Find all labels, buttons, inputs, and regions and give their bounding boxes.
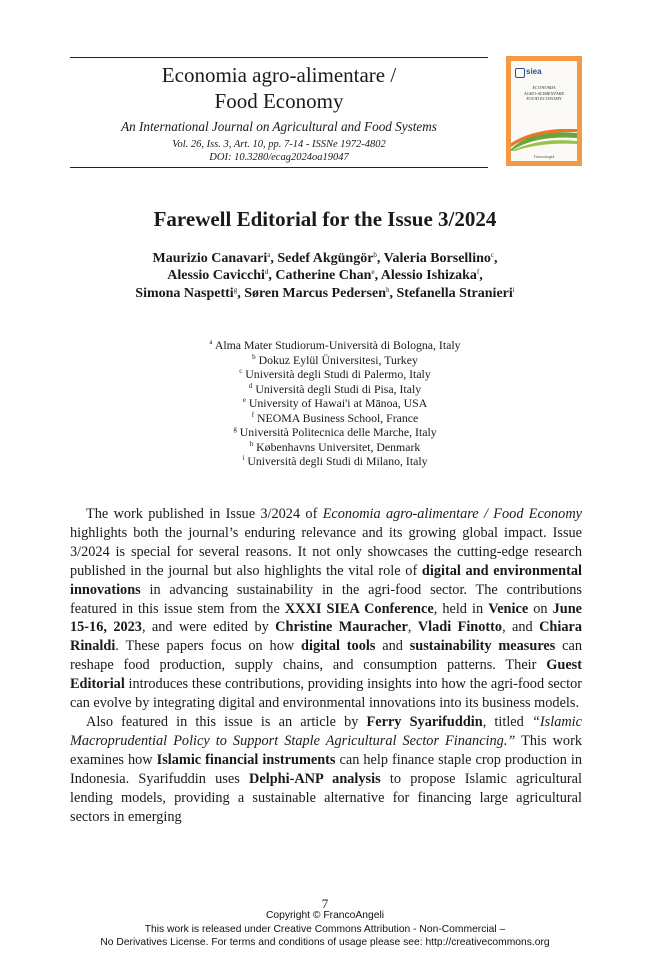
journal-doi: DOI: 10.3280/ecag2024oa19047	[209, 152, 349, 163]
author-affiliation-mark: e	[371, 268, 375, 277]
affiliation-item: $^h$ Københavns Universitet, Denmark	[249, 439, 421, 454]
cover-wave-graphic	[511, 129, 577, 151]
bold-phrase: June 15-16, 2023	[70, 600, 582, 636]
affiliation-item: $^d$ Università degli Studi di Pisa, Italy	[248, 381, 422, 396]
cover-publisher: FrancoAngeli	[533, 155, 555, 159]
italic-phrase: “Islamic Macroprudential Policy to Support Staple Agricultural Sector Financing.”	[70, 713, 582, 749]
affiliation-mark: b	[252, 352, 256, 361]
bold-phrase: Islamic financial instruments	[156, 751, 336, 768]
license-line: This work is released under Creative Commons Attribution - Non-Commercial –	[144, 923, 506, 935]
author-affiliation-mark: i	[512, 285, 515, 294]
bold-phrase: Chiara Rinaldi	[70, 619, 583, 655]
journal-cover-image	[506, 56, 582, 166]
affiliation-item: $^a$ Alma Mater Studiorum-Università di Bologna, Italy	[209, 338, 461, 352]
bold-phrase: Guest Editorial	[70, 657, 582, 693]
bold-phrase: Christine Mauracher	[275, 619, 408, 636]
affiliation-list	[100, 338, 570, 469]
cover-logo-text: siea	[526, 67, 542, 76]
affiliation-mark: h	[249, 439, 254, 448]
affiliation-item: $^i$ Università degli Studi di Milano, Italy	[242, 454, 428, 468]
affiliation-item: $^e$ University of Hawai'i at Mānoa, USA	[242, 396, 428, 410]
author-affiliation-mark: d	[264, 268, 269, 277]
author-name: Alessio Ishizaka	[380, 268, 477, 284]
italic-phrase: Economia agro-alimentare / Food Economy	[322, 506, 582, 522]
affiliation-item: $^c$ Università degli Studi di Palermo, Italy	[239, 367, 431, 381]
author-name: Alessio Cavicchi	[167, 268, 265, 284]
affiliation-item: $^f$ NEOMA Business School, France	[251, 410, 419, 425]
author-name: Søren Marcus Pedersen	[244, 285, 386, 301]
author-name: Catherine Chan	[275, 268, 372, 284]
bold-phrase: sustainability measures	[409, 638, 556, 655]
cover-title-line: FOOD ECONOMY	[526, 96, 562, 101]
affiliation-mark: a	[209, 338, 213, 346]
author-affiliation-mark: c	[490, 251, 494, 259]
header-bottom-rule	[70, 167, 488, 168]
siea-logo-icon	[515, 68, 525, 78]
cover-title-line: AGRO-ALIMENTARE	[523, 90, 565, 96]
header-top-rule	[70, 57, 488, 58]
affiliation-mark: g	[233, 425, 237, 433]
body-paragraph: The work published in Issue 3/2024 of Economia agro-alimentare / Food Economy highlights both the journal’s enduring relevance and its growing global impact. Issue 3/2024 is special for several reasons. It not only showcases the cutting-edge research published in the journal but also highlights the vital role of digital and environmental innovations in advancing sustainability in the agri-food sector. The contributions featured in this issue stem from the XXXI SIEA Conference, held in Venice on June 15-16, 2023, and were edited by Christine Mauracher, Vladi Finotto, and Chiara Rinaldi. These papers focus on how digital tools and sustainability measures can reshape food production, supply chains, and consumption patterns. Their Guest Editorial introduces these contributions, providing insights into how the agri-food sector can evolve by integrating digital and environmental innovations into its business models.	[70, 506, 583, 712]
affiliation-mark: i	[242, 454, 245, 462]
affiliation-mark: c	[239, 367, 243, 375]
copyright-notice: Copyright © FrancoAngeli	[265, 910, 385, 921]
author-name: Stefanella Stranieri	[396, 285, 513, 301]
cover-inner	[511, 61, 577, 161]
cover-title-line: ECONOMIA	[532, 85, 556, 90]
author-affiliation-mark: f	[476, 268, 480, 277]
license-line: No Derivatives License. For terms and conditions of usage please see: http://creativecommons.org	[100, 937, 550, 948]
affiliation-item: $^g$ Università Politecnica delle Marche, Italy	[233, 425, 437, 439]
license-footer	[0, 909, 650, 950]
page-number: 7	[321, 896, 329, 911]
affiliation-mark: f	[251, 410, 255, 419]
journal-subtitle: An International Journal on Agricultural and Food Systems	[121, 119, 437, 134]
body-paragraph: Also featured in this issue is an article by Ferry Syarifuddin, titled “Islamic Macroprudential Policy to Support Staple Agricultural Sector Financing.” This work examines how Islamic financial instruments can help finance staple crop production in Indonesia. Syarifuddin uses Delphi-ANP analysis to propose Islamic agricultural lending models, providing a sustainable alternative for financing large agricultural sectors in emerging	[70, 713, 582, 825]
journal-volume: Vol. 26, Iss. 3, Art. 10, pp. 7-14 - ISSNe 1972-4802	[172, 139, 386, 150]
author-name: Simona Naspetti	[135, 285, 234, 301]
author-name: Maurizio Canavari	[152, 251, 268, 266]
cover-title	[511, 85, 577, 102]
author-name: Valeria Borsellino	[383, 251, 491, 266]
author-affiliation-mark: g	[233, 285, 238, 294]
bold-phrase: digital and environmental innovations	[70, 562, 582, 598]
author-affiliation-mark: h	[386, 285, 390, 294]
author-list: Maurizio Canavari$^a$, Sedef Akgüngör$^b$, Valeria Borsellino$^c$, Alessio Cavicchi$^d$, Catherine Chan$^e$, Alessio Ishizaka$^f$, Simona Naspetti$^g$, Søren Marcus Pedersen$^h$, Stefanella Stranieri$^i$	[135, 251, 515, 301]
bold-phrase: Delphi-ANP analysis	[249, 770, 381, 787]
article-title: Farewell Editorial for the Issue 3/2024	[153, 207, 497, 231]
article-body	[70, 505, 582, 826]
affiliation-item: $^b$ Dokuz Eylül Üniversitesi, Turkey	[252, 352, 418, 367]
author-affiliation-mark: b	[373, 251, 377, 259]
journal-title-line2: Food Economy	[214, 89, 344, 113]
bold-phrase: Vladi Finotto	[417, 619, 503, 636]
bold-phrase: XXXI SIEA Conference	[284, 600, 434, 617]
bold-phrase: Venice	[488, 600, 529, 617]
author-affiliation-mark: a	[267, 251, 271, 259]
bold-phrase: Ferry Syarifuddin	[366, 713, 483, 730]
bold-phrase: digital tools	[301, 638, 376, 655]
journal-title-line1: Economia agro-alimentare /	[161, 63, 397, 87]
author-name: Sedef Akgüngör	[277, 251, 374, 266]
affiliation-mark: d	[248, 381, 253, 390]
affiliation-mark: e	[242, 396, 246, 404]
